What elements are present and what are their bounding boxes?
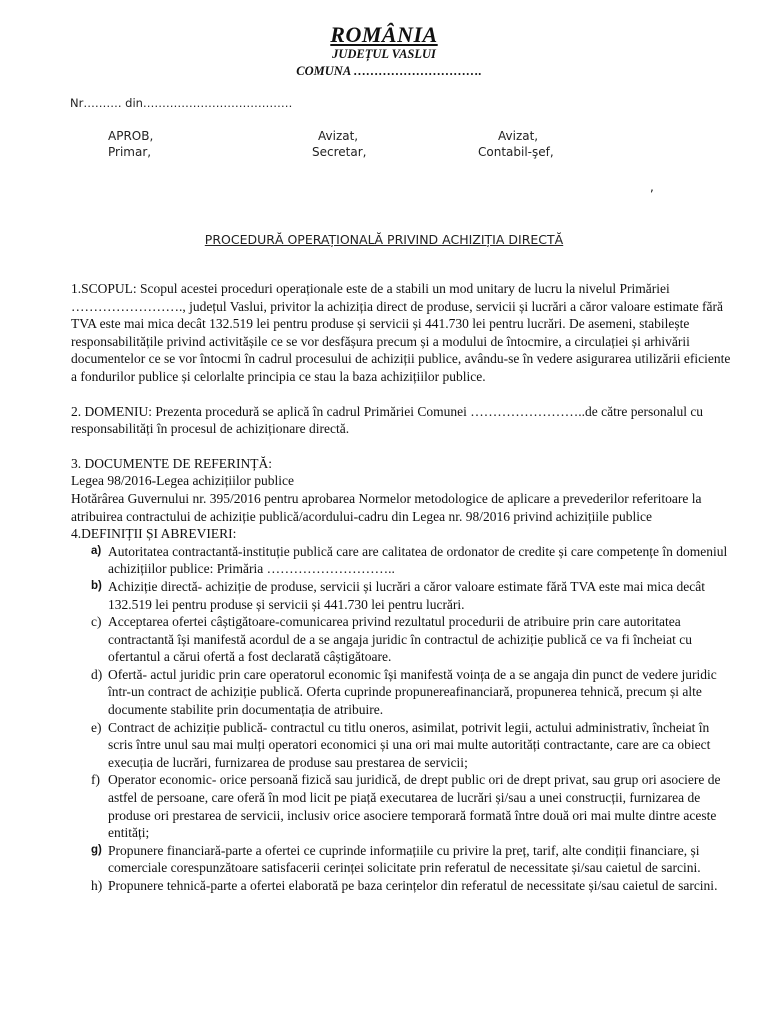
section-references-heading: 3. DOCUMENTE DE REFERINȚĂ:	[71, 455, 272, 471]
section-domain: 2. DOMENIU: Prezenta procedură se aplică în cadrul Primăriei Comunei ……………………..de către personalul cu responsabilități în procesul de achiziționare directă.	[71, 403, 704, 437]
signature-block-secretary	[312, 128, 366, 160]
list-marker: d)	[91, 666, 103, 682]
list-item	[71, 613, 733, 666]
stray-comma: ,	[650, 180, 654, 194]
list-marker: h)	[91, 878, 103, 893]
signature-block-accountant	[478, 128, 554, 160]
signature-role: APROB,	[108, 129, 154, 143]
county-heading: JUDEȚUL VASLUI	[332, 47, 436, 61]
definition-text: Operator economic- orice persoană fizică sau juridică, de drept public ori de drept privat, sau grup ori asociere de astfel de persoane, care oferă în mod licit pe piață executarea de lucrări și/sau a unei construcții, furnizarea de produse ori prestarea de servicii, inclusiv orice asociere temporară formată între două ori mai multe dintre aceste entități;	[108, 772, 721, 841]
signature-block-mayor	[108, 128, 153, 160]
list-marker: f)	[91, 772, 100, 788]
country-heading: ROMÂNIA	[330, 22, 438, 47]
document-body	[71, 280, 733, 895]
list-item	[71, 666, 733, 719]
signature-role: Avizat,	[318, 129, 359, 143]
definition-text: Contract de achiziție publică- contractul cu titlu oneros, asimilat, potrivit legii, actului administrativ, încheiat în scris între unul sau mai mulți operatori economici și una ori mai multe autorități contractante, care are ca obiect execuția de lucrări, furnizarea de produse sau prestarea de servicii;	[108, 719, 711, 770]
list-marker: c)	[91, 614, 102, 630]
list-item	[71, 771, 733, 841]
list-item	[71, 578, 733, 613]
definition-text: Achiziție directă- achiziție de produse, servicii și lucrări a căror valoare estimate fără TVA este mai mica decât 132.519 lei pentru produse și servicii și 441.730 lei pentru lucrări.	[108, 578, 705, 612]
signature-title: Secretar,	[312, 145, 367, 159]
list-marker: e)	[91, 719, 102, 735]
document-title: PROCEDURĂ OPERAȚIONALĂ PRIVIND ACHIZIȚIA DIRECTĂ	[204, 232, 564, 247]
list-marker: b)	[91, 579, 102, 592]
list-item	[71, 719, 733, 772]
list-marker: a)	[91, 544, 102, 557]
definition-text: Autoritatea contractantă-instituție publică care are calitatea de ordonator de credite și care competențe în domeniul achizițiilor publice: Primăria ………………………..	[108, 543, 728, 577]
definitions-list	[71, 543, 733, 895]
signature-title: Primar,	[108, 145, 152, 159]
list-item	[71, 543, 733, 578]
list-item	[71, 842, 733, 877]
definition-text: Acceptarea ofertei câștigătoare-comunicarea privind rezultatul procedurii de atribuire prin care autoritatea contractantă își manifestă acordul de a se angaja juridic în contractul de achiziție publică ce va fi încheiat cu ofertantul a cărui ofertă a fost declarată câștigătoare.	[108, 614, 692, 665]
section-scope: 1.SCOPUL: Scopul acestei proceduri operaționale este de a stabili un mod unitary de lucru la nivelul Primăriei ……………………., județul Vaslui, privitor la achiziția direct de produse, servicii și lucrări a căror valoare estimate fără TVA este mai mica decât 132.519 lei pentru produse și servicii și 441.730 lei pentru lucrări. De asemeni, stabilește responsabilitățile privind activitășile ce se vor desfășura precum și a modului de întocmire, a circulației și arhivării documentelor ce se vor întocmi în cadrul procesului de achiziții publice, avându-se în vedere asigurarea utilizării eficiente a fondurilor publice și celorlalte principia ce stau la baza achizițiilor publice.	[71, 281, 731, 384]
commune-heading: COMUNA ………………………….	[296, 64, 482, 78]
reference-item: Legea 98/2016-Legea achizițiilor publice	[71, 473, 295, 489]
reference-item: Hotărârea Guvernului nr. 395/2016 pentru aprobarea Normelor metodologice de aplicare a prevederilor referitoare la atribuirea contractului de achiziție publică/acordului-cadru din Legea nr. 98/2016 privind achizițiile publice	[71, 490, 702, 524]
list-marker: g)	[91, 843, 102, 856]
definition-text: Propunere financiară-parte a ofertei ce cuprinde informațiile cu privire la preț, tarif, alte condiții financiare, și comerciale corespunzătoare satisfacerii cerinței solicitate prin referatul de necessitate și/sau caietul de sarcini.	[108, 842, 701, 876]
list-item	[71, 877, 733, 895]
definition-text: Ofertă- actul juridic prin care operatorul economic își manifestă voința de a se angaja din punct de vedere juridic într-un contract de achiziție publică. Oferta cuprinde propunereafinanciară, propunerea tehnică, precum și alte documente stabilite prin documentația de atribuire.	[108, 666, 717, 718]
signature-role: Avizat,	[498, 129, 539, 143]
signature-title: Contabil-şef,	[478, 145, 554, 159]
section-definitions-heading: 4.DEFINIȚII ȘI ABREVIERI:	[71, 526, 237, 542]
registration-number: Nr………. din…………………………………	[70, 96, 293, 110]
definition-text: Propunere tehnică-parte a ofertei elaborată pe baza cerințelor din referatul de necessitate și/sau caietul de sarcini.	[108, 878, 718, 893]
